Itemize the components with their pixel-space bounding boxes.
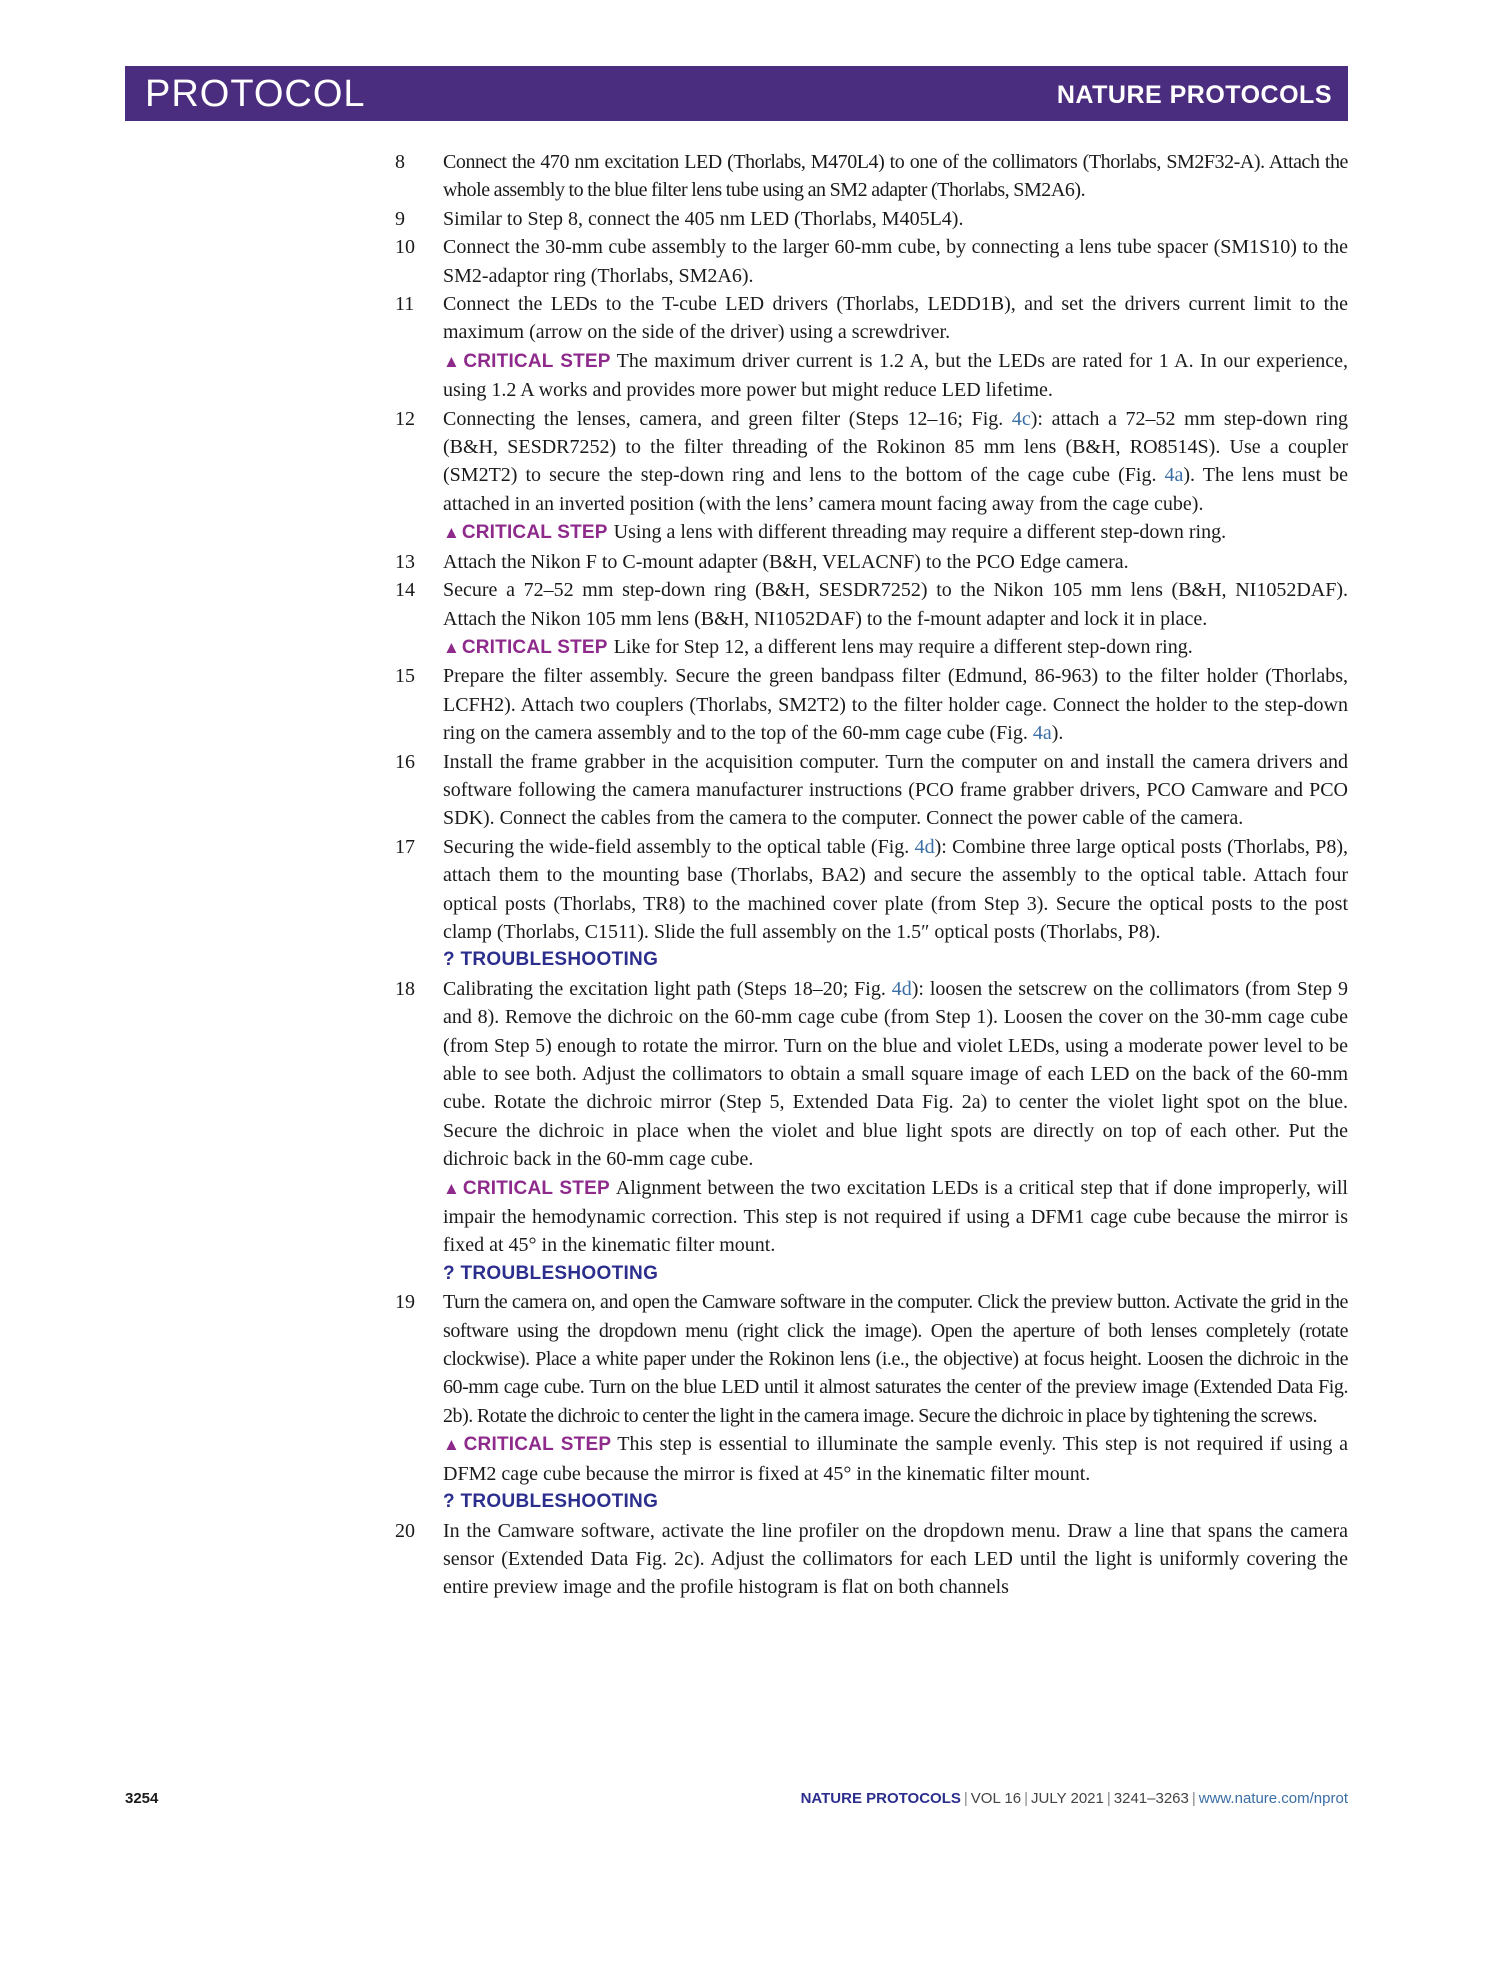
step-number: 16 xyxy=(395,750,415,773)
step-13 xyxy=(395,548,1348,576)
step-text: Similar to Step 8, connect the 405 nm LED (Thorlabs, M405L4). xyxy=(443,207,964,230)
text-segment: Calibrating the excitation light path (Steps 18–20; Fig. xyxy=(443,977,892,1000)
footer-date: JULY 2021 xyxy=(1031,1790,1104,1807)
step-text: Attach the Nikon F to C-mount adapter (B&H, VELACNF) to the PCO Edge camera. xyxy=(443,550,1129,573)
step-number: 11 xyxy=(395,293,415,316)
step-text: Turn the camera on, and open the Camware software in the computer. Click the preview button. Activate the grid in the software using the dropdown menu (right click the image). Open the aperture of both lenses completely (rotate clockwise). Place a white paper under the Rokinon lens (i.e., the objective) at focus height. Loosen the dichroic in the 60-mm cage cube. Turn on the blue LED until it almost saturates the center of the preview image (Extended Data Fig. 2b). Rotate the dichroic to center the light in the camera image. Secure the dichroic in place by tightening the screws. xyxy=(443,1291,1348,1427)
text-segment: ): attach a 72–52 mm step-down ring (B&H, SESDR7252) to the filter threading of the Rokinon 85 mm lens (B&H, RO8514S). Use a coupler (SM2T2) to secure the step-down ring and lens to the bottom of the cage cube (Fig. xyxy=(443,407,1348,487)
figure-link[interactable]: 4d xyxy=(914,835,935,858)
step-text: Install the frame grabber in the acquisition computer. Turn the computer on and install the camera drivers and software following the camera manufacturer instructions (PCO frame grabber drivers, PCO Camware and PCO SDK). Connect the cables from the camera to the computer. Connect the power cable of the camera. xyxy=(443,750,1348,830)
figure-link[interactable]: 4d xyxy=(891,977,912,1000)
step-14 xyxy=(395,576,1348,662)
step-text: In the Camware software, activate the line profiler on the dropdown menu. Draw a line that spans the camera sensor (Extended Data Fig. 2c). Adjust the collimators for each LED until the light is uniformly covering the entire preview image and the profile histogram is flat on both channels xyxy=(443,1519,1348,1599)
critical-step-label: CRITICAL STEP xyxy=(461,636,608,658)
footer-volume: VOL 16 xyxy=(970,1790,1022,1807)
warning-triangle-icon: ▲ xyxy=(443,523,460,543)
figure-link[interactable]: 4a xyxy=(1164,464,1184,487)
figure-link[interactable]: 4c xyxy=(1011,407,1031,430)
step-12 xyxy=(395,405,1348,548)
step-number: 18 xyxy=(395,977,415,1000)
footer-pages: 3241–3263 xyxy=(1113,1790,1189,1807)
step-20 xyxy=(395,1517,1348,1602)
step-8 xyxy=(395,148,1348,205)
footer-journal: NATURE PROTOCOLS xyxy=(800,1790,961,1807)
text-segment: ): Combine three large optical posts (Thorlabs, P8), attach them to the mounting base (Thorlabs, BA2) and secure the assembly to the optical table. Attach four optical posts (Thorlabs, TR8) to the machined cover plate (from Step 3). Secure the optical posts to the post clamp (Thorlabs, C1511). Slide the full assembly on the 1.5″ optical posts (Thorlabs, P8). xyxy=(443,835,1348,943)
figure-link[interactable]: 4a xyxy=(1032,722,1052,745)
step-text: Connect the 470 nm excitation LED (Thorlabs, M470L4) to one of the collimators (Thorlabs, SM2F32-A). Attach the whole assembly to the blue filter lens tube using an SM2 adapter (Thorlabs, SM2A6). xyxy=(443,151,1348,202)
step-number: 12 xyxy=(395,407,415,430)
critical-step-label: CRITICAL STEP xyxy=(463,350,611,372)
text-segment: Connecting the lenses, camera, and green filter (Steps 12–16; Fig. xyxy=(443,407,1012,430)
step-text xyxy=(443,833,1348,947)
step-number: 17 xyxy=(395,835,415,858)
warning-triangle-icon: ▲ xyxy=(443,1435,462,1455)
critical-step-text: The maximum driver current is 1.2 A, but the LEDs are rated for 1 A. In our experience, using 1.2 A works and provides more power but might reduce LED lifetime. xyxy=(443,349,1348,402)
step-text xyxy=(443,405,1348,519)
step-number: 15 xyxy=(395,665,415,688)
step-text: Connect the LEDs to the T-cube LED drivers (Thorlabs, LEDD1B), and set the drivers current limit to the maximum (arrow on the side of the driver) using a screwdriver. xyxy=(443,293,1348,344)
text-segment: ): loosen the setscrew on the collimators (from Step 9 and 8). Remove the dichroic on the 60-mm cage cube (from Step 1). Loosen the cover on the 30-mm cage cube (from Step 5) enough to rotate the mirror. Turn on the blue and violet LEDs, using a moderate power level to be able to see both. Adjust the collimators to obtain a small square image of each LED on the back of the 60-mm cube. Rotate the dichroic mirror (Step 5, Extended Data Fig. 2a) to center the violet light spot on the blue. Secure the dichroic in place when the violet and blue light spots are directly on top of each other. Put the dichroic back in the 60-mm cage cube. xyxy=(443,977,1348,1171)
header-banner xyxy=(125,66,1348,121)
critical-step-text: This step is essential to illuminate the sample evenly. This step is not required if using a DFM2 cage cube because the mirror is fixed at 45° in the kinematic filter mount. xyxy=(443,1433,1348,1485)
step-16 xyxy=(395,748,1348,833)
critical-step-text: Alignment between the two excitation LEDs is a critical step that if done improperly, will impair the hemodynamic correction. This step is not required if using a DFM1 cage cube because the mirror is fixed at 45° in the kinematic filter mount. xyxy=(443,1176,1348,1257)
warning-triangle-icon: ▲ xyxy=(443,1178,461,1198)
text-segment: ). xyxy=(1051,722,1064,745)
step-17 xyxy=(395,833,1348,975)
critical-step-note xyxy=(443,633,1348,662)
journal-name: NATURE PROTOCOLS xyxy=(1056,81,1332,109)
warning-triangle-icon: ▲ xyxy=(443,351,462,371)
critical-step-note xyxy=(443,347,1348,405)
critical-step-label: CRITICAL STEP xyxy=(463,1434,612,1456)
warning-triangle-icon: ▲ xyxy=(443,637,460,657)
step-text xyxy=(443,662,1348,747)
step-18 xyxy=(395,975,1348,1288)
text-segment: ). The lens must be attached in an inverted position (with the lens’ camera mount facing away from the cage cube). xyxy=(443,464,1348,515)
step-number: 8 xyxy=(395,151,405,173)
critical-step-label: CRITICAL STEP xyxy=(462,1177,610,1199)
step-text: Connect the 30-mm cube assembly to the larger 60-mm cube, by connecting a lens tube spacer (SM1S10) to the SM2-adaptor ring (Thorlabs, SM2A6). xyxy=(443,236,1348,287)
step-9 xyxy=(395,205,1348,233)
step-text: Secure a 72–52 mm step-down ring (B&H, SESDR7252) to the Nikon 105 mm lens (B&H, NI1052DAF). Attach the Nikon 105 mm lens (B&H, NI1052DAF) to the f-mount adapter and lock it in place. xyxy=(443,579,1348,630)
critical-step-text: Like for Step 12, a different lens may require a different step-down ring. xyxy=(613,635,1193,658)
step-11 xyxy=(395,290,1348,405)
step-text xyxy=(443,975,1348,1174)
troubleshooting-link[interactable]: ? TROUBLESHOOTING xyxy=(443,949,659,971)
text-segment: Securing the wide-field assembly to the optical table (Fig. xyxy=(443,835,915,858)
critical-step-note xyxy=(443,518,1348,547)
text-segment: Prepare the filter assembly. Secure the green bandpass filter (Edmund, 86-963) to the filter holder (Thorlabs, LCFH2). Attach two couplers (Thorlabs, SM2T2) to the filter holder cage. Connect the holder to the step-down ring on the camera assembly and to the top of the 60-mm cage cube (Fig. xyxy=(443,665,1348,745)
step-10 xyxy=(395,233,1348,290)
critical-step-note xyxy=(443,1174,1348,1260)
critical-step-label: CRITICAL STEP xyxy=(461,522,608,544)
troubleshooting-link[interactable]: ? TROUBLESHOOTING xyxy=(443,1491,659,1513)
journal-citation: NATURE PROTOCOLS | VOL 16 | JULY 2021 | 3241–3263 | www.nature.com/nprot xyxy=(800,1790,1348,1807)
step-number: 20 xyxy=(395,1519,415,1542)
protocol-steps xyxy=(395,148,1348,1602)
troubleshooting-link[interactable]: ? TROUBLESHOOTING xyxy=(443,1262,659,1284)
footer-url[interactable]: www.nature.com/nprot xyxy=(1198,1790,1348,1807)
critical-step-note xyxy=(443,1430,1348,1488)
step-number: 10 xyxy=(395,236,415,259)
step-number: 9 xyxy=(395,207,405,230)
section-label: PROTOCOL xyxy=(145,73,366,115)
step-number: 19 xyxy=(395,1291,415,1314)
page-number: 3254 xyxy=(125,1790,159,1807)
step-15 xyxy=(395,662,1348,747)
step-number: 13 xyxy=(395,550,415,573)
critical-step-text: Using a lens with different threading may require a different step-down ring. xyxy=(613,521,1227,544)
step-19 xyxy=(395,1288,1348,1516)
step-number: 14 xyxy=(395,579,415,602)
